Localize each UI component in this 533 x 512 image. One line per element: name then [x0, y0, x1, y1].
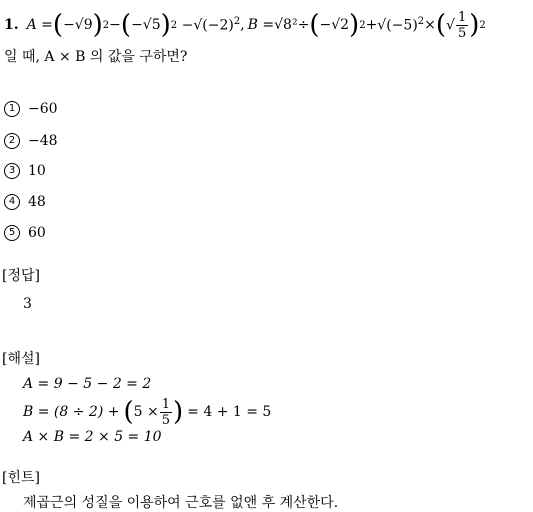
paren-open: (	[52, 10, 64, 40]
choice-value: −48	[28, 133, 58, 149]
hint-heading: [힌트]	[2, 470, 40, 486]
solution-line-1: A = 9 − 5 − 2 = 2	[23, 376, 152, 392]
answer-heading: [정답]	[2, 268, 40, 284]
choice-1[interactable]	[4, 101, 58, 117]
choice-value: 48	[28, 194, 46, 210]
exp: 2	[102, 19, 110, 31]
choice-value: −60	[28, 101, 58, 117]
paren-open: (	[120, 10, 132, 40]
circled-number: 5	[4, 225, 20, 241]
paren-close: )	[349, 10, 360, 40]
plus: +	[365, 17, 378, 33]
paren-close: )	[173, 397, 184, 427]
choice-value: 60	[28, 225, 46, 241]
question-number: 1.	[4, 17, 19, 33]
choice-4[interactable]	[4, 194, 46, 210]
solution-line-2	[23, 395, 271, 429]
sqrt-frac: √ $\frac{1}{5}$	[446, 9, 467, 41]
paren-close: )	[92, 10, 103, 40]
solution-line-3: A × B = 2 × 5 = 10	[23, 429, 162, 445]
hint-text: 제곱근의 성질을 이용하여 근호를 없앤 후 계산한다.	[23, 495, 339, 511]
paren-open: (	[123, 397, 134, 427]
solution-result-part: = 4 + 1 = 5	[187, 404, 272, 420]
term-sqrt8-sq: √8²	[274, 17, 298, 33]
exp: 2	[359, 19, 366, 31]
paren-close: )	[469, 10, 480, 40]
solution-fraction: $\frac{1}{5}$	[161, 396, 170, 428]
solution-heading: [해설]	[2, 351, 40, 367]
answer-value: 3	[23, 296, 32, 312]
solution-times-part: 5 ×	[133, 404, 159, 420]
term-neg-sqrt5: −√5	[131, 17, 161, 33]
choice-2[interactable]	[4, 133, 58, 149]
exp: 2	[479, 19, 486, 31]
a-equals: A =	[26, 17, 53, 33]
b-equals: B =	[247, 17, 275, 33]
question-line-1	[4, 8, 486, 42]
choice-5[interactable]	[4, 225, 46, 241]
circled-number: 4	[4, 194, 20, 210]
question-line-2: 일 때, A × B 의 값을 구하면?	[4, 49, 188, 65]
minus: −	[109, 17, 121, 33]
circled-number: 2	[4, 133, 20, 149]
term-neg-sqrt2: −√2	[319, 17, 350, 33]
term-sqrt-neg2-sq: $-√(-2)^2$	[181, 16, 241, 34]
circled-number: 3	[4, 163, 20, 179]
solution-b-part: B = (8 ÷ 2) +	[23, 404, 120, 420]
circled-number: 1	[4, 101, 20, 117]
paren-close: )	[160, 10, 171, 40]
divide: ÷	[297, 17, 310, 33]
choice-value: 10	[28, 163, 46, 179]
comma: ,	[240, 17, 245, 33]
paren-open: (	[309, 10, 320, 40]
times: ×	[424, 17, 436, 33]
paren-open: (	[435, 10, 447, 40]
term-neg-sqrt9: −√9	[63, 17, 93, 33]
choice-3[interactable]	[4, 163, 46, 179]
exp: 2	[170, 19, 178, 31]
term-sqrt-neg5-sq: $√(-5)^2$	[377, 16, 425, 34]
